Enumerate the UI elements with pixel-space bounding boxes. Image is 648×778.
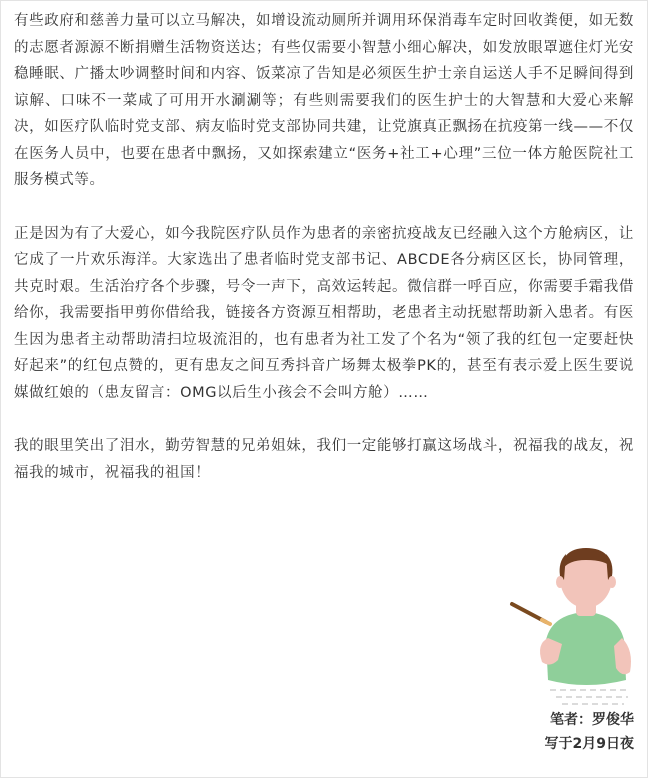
date-line: 写于2月9日夜 [544,736,634,752]
paragraph-3: 我的眼里笑出了泪水，勤劳智慧的兄弟姐妹，我们一定能够打赢这场战斗，祝福我的战友，祝福我的城市，祝福我的祖国！ [14,438,634,481]
writer-icon [506,540,642,708]
paragraph-1: 有些政府和慈善力量可以立马解决，如增设流动厕所并调用环保消毒车定时回收粪便，如无数的志愿者源源不断捐赠生活物资送达；有些仅需要小智慧小细心解决，如发放眼罩遮住灯光安稳睡眠、广播太吵调整时间和内容、饭菜凉了告知是必须医生护士亲自运送人手不足瞬间得到谅解、口味不一菜咸了可用开水涮涮等；有些则需要我们的医生护士的大智慧和大爱心来解决，如医疗队临时党支部、病友临时党支部协同共建，让党旗真正飘扬在抗疫第一线——不仅在医务人员中，也要在患者中飘扬，又如探索建立“医务+社工+心理”三位一体方舱医院社工服务模式等。 [14,13,634,188]
writer-illustration [506,540,642,708]
paragraph-2: 正是因为有了大爱心，如今我院医疗队员作为患者的亲密抗疫战友已经融入这个方舱病区，让它成了一片欢乐海洋。大家选出了患者临时党支部书记、ABCDE各分病区区长，协同管理，共克时艰。生活治疗各个步骤，号令一声下，高效运转起。微信群一呼百应，你需要手霜我借给你，我需要指甲剪你借给我，链接各方资源互相帮助，老患者主动抚慰帮助新入患者。有医生因为患者主动帮助清扫垃圾流泪的，也有患者为社工发了个名为“领了我的红包一定要赶快好起来”的红包点赞的，更有患友之间互秀抖音广场舞太极拳PK的，甚至有表示爱上医生要说媒做红娘的（患友留言：OMG以后生小孩会不会叫方舱）…… [14,225,634,401]
signature-block [545,708,634,756]
paper-lines [550,690,630,704]
article-body [14,8,634,486]
author-line: 笔者：罗俊华 [550,712,634,728]
